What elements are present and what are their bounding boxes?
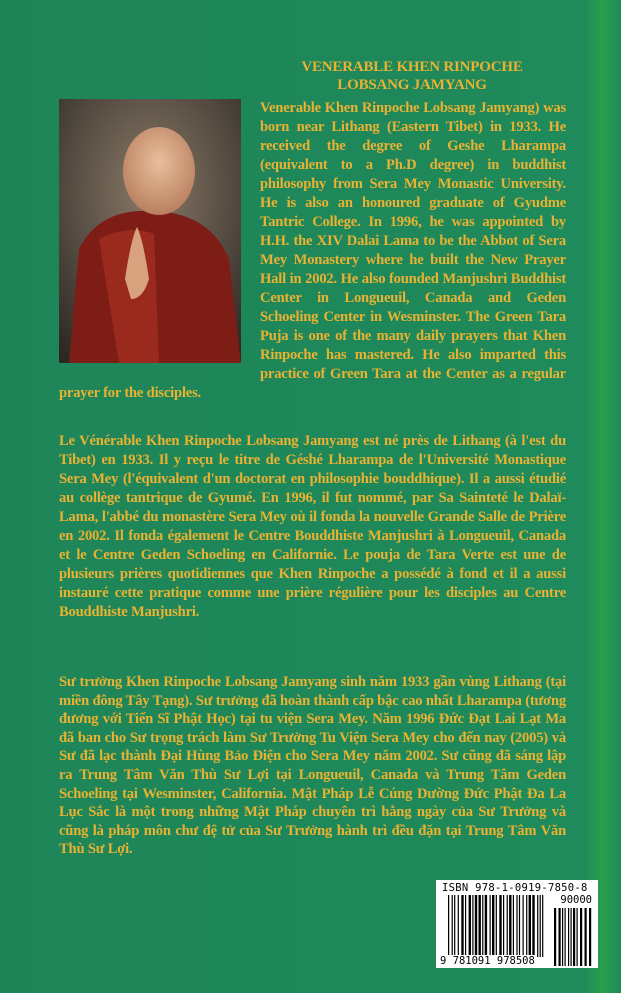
english-bio [59,99,566,403]
barcode-bar [507,895,508,957]
title-line-2: LOBSANG JAMYANG [337,77,487,93]
barcode-bar [472,895,473,957]
barcode-bar [458,895,459,957]
barcode-bar [537,895,538,957]
barcode-bar [513,895,514,957]
barcode-bar [454,895,455,957]
title-line-1: VENERABLE KHEN RINPOCHE [301,59,523,75]
barcode-bar [589,908,591,966]
author-photo [59,99,241,363]
french-text: Le Vénérable Khen Rinpoche Lobsang Jamyang est né près de Lithang (à l'est du Tibet) en 1933. Il y reçu le titre de Géshé Lharampa de l'Université Monastique Sera Mey (l'équivalent d'un doctorat en philosophie bouddhique). Il a aussi étudié au collège tantrique de Gyumé. En 1996, il fut nommé, par Sa Sainteté le Dalaï-Lama, l'abbé du monastère Sera Mey où il fonda la nouvelle Grande Salle de Prière en 2002. Il fonda également le Centre Bouddhiste Manjushri à Longueuil, Canada et le Centre Geden Schoeling en Californie. Le pouja de Tara Verte est une de plusieurs prières quotidiennes que Khen Rinpoche a possédé à fond et il a aussi instauré cette pratique comme une prière régulière pour les disciples au Centre Bouddhiste Manjushri. [59,433,566,620]
barcode-bar [580,908,582,966]
barcode-bar [496,895,497,957]
barcode-bar [540,895,541,957]
barcode-bar [585,908,587,966]
barcode-bar [479,895,481,957]
barcode-bar [519,895,520,957]
vietnamese-text: Sư trưởng Khen Rinpoche Lobsang Jamyang sinh năm 1933 gần vùng Lithang (tại miền đông Tây Tạng). Sư trưởng đã hoàn thành cấp bậc cao nhất Lharampa (tương đương với Tiến Sĩ Phật Học) tại tu viện Sera Mey. Năm 1996 Đức Đạt Lai Lạt Ma đã ban cho Sư trọng trách làm Sư Trưởng Tu Viện Sera Mey cho đến nay (2005) và Sư đã lạc thành Đại Hùng Bảo Điện cho Sera Mey năm 2002. Sư cũng đã sáng lập ra Trung Tâm Văn Thù Sư Lợi tại Longueuil, Canada và Trung Tâm Geden Schoeling tại Wesminster, California. Mật Pháp Lễ Cúng Dường Đức Phật Đa La Lục Sắc là một trong những Mật Pháp chuyên trì hằng ngày của Sư Trưởng và cũng là pháp môn chư đệ tử của Sư Trưởng hành trì đều đặn tại Trung Tâm Văn Thù Sư Lợi. [59,674,566,858]
barcode-bar [499,895,501,957]
barcode-bar [526,895,527,957]
barcode-bar [492,895,494,957]
barcode-bar [571,908,572,966]
isbn-barcode [436,880,598,968]
barcode-bar [565,908,566,966]
barcode-bar [452,895,453,957]
barcode-bar [523,895,524,957]
barcode-bar [485,895,487,957]
barcode-bar [529,895,531,957]
barcode-bar [490,895,491,957]
barcode-bar [465,895,466,957]
barcode-bar [562,908,563,966]
barcode-bar [559,908,561,966]
barcode-digits: 9 781091 978508 [440,955,535,967]
barcode-bar [577,908,578,966]
author-title [258,58,566,94]
barcode-bar [448,895,449,957]
english-text: Venerable Khen Rinpoche Lobsang Jamyang) was born near Lithang (Eastern Tibet) in 1933. He received the degree of Geshe Lharampa (equivalent to a Ph.D degree) in buddhist philosophy from Sera Mey Monastic University. He is also an honoured graduate of Gyudme Tantric College. In 1996, he was appointed by H.H. the XIV Dalai Lama to be the Abbot of Sera Mey Monastery where he built the New Prayer Hall in 2002. He also founded Manjushri Buddhist Center in Longueuil, Canada and Geden Schoeling Center in Wesminster. The Green Tara Puja is one of the many daily prayers that Khen Rinpoche has mastered. He also imparted this practice of Green Tara at the Center as a regular prayer for the disciples. [59,100,566,401]
french-bio [59,432,566,622]
barcode-bar [475,895,477,957]
barcode-bar [542,895,543,957]
barcode-bar [482,895,483,957]
barcode-bar [461,895,463,957]
barcode-bar [469,895,471,957]
barcode-bar [532,895,534,957]
isbn-number: ISBN 978-1-0919-7850-8 [442,882,588,894]
barcode-bar [573,908,575,966]
price-code: 90000 [560,894,592,906]
barcode-bar [516,895,517,957]
barcode-bar [509,895,511,957]
barcode-bar [503,895,504,957]
barcode-bar [568,908,569,966]
barcode-bar [554,908,556,966]
vietnamese-bio [59,673,566,859]
